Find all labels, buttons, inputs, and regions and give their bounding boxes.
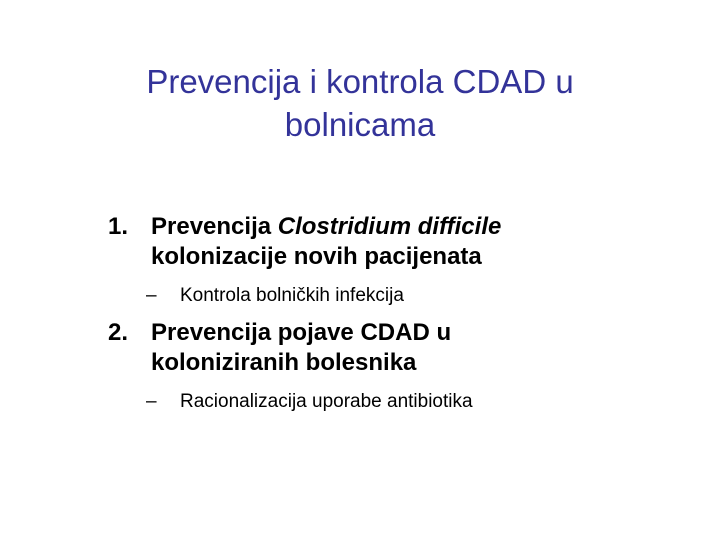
list-item-2	[108, 318, 668, 378]
list-item-2-text	[151, 318, 668, 378]
list-item-1-number: 1.	[108, 213, 129, 240]
list-item-2-number: 2.	[108, 319, 129, 346]
list-item-1-line-2: kolonizacije novih pacijenata	[151, 243, 482, 270]
list-item-1-prefix: Prevencija	[151, 213, 278, 240]
list-item-1-sub-text: Kontrola bolničkih infekcija	[180, 285, 404, 306]
slide-title	[60, 60, 660, 146]
list-item-1	[108, 212, 668, 272]
list-item-2-sub-text: Racionalizacija uporabe antibiotika	[180, 391, 473, 412]
list-item-1-italic: Clostridium difficile	[277, 213, 502, 240]
list-item-1-text	[151, 212, 668, 272]
list-item-2-subitem	[108, 390, 668, 414]
list-item-1-line-1	[151, 212, 668, 242]
slide-title-line-1: Prevencija i kontrola CDAD u	[146, 63, 574, 100]
list-item-2-line-2: koloniziranih bolesnika	[151, 349, 417, 376]
slide-title-line-2: bolnicama	[284, 106, 436, 143]
numbered-list	[108, 212, 668, 414]
list-item-1-sub-dash: –	[146, 285, 157, 306]
list-item-2-sub-dash: –	[146, 391, 157, 412]
list-item-2-line-1: Prevencija pojave CDAD u	[151, 319, 452, 346]
list-item-1-subitem	[108, 284, 668, 308]
